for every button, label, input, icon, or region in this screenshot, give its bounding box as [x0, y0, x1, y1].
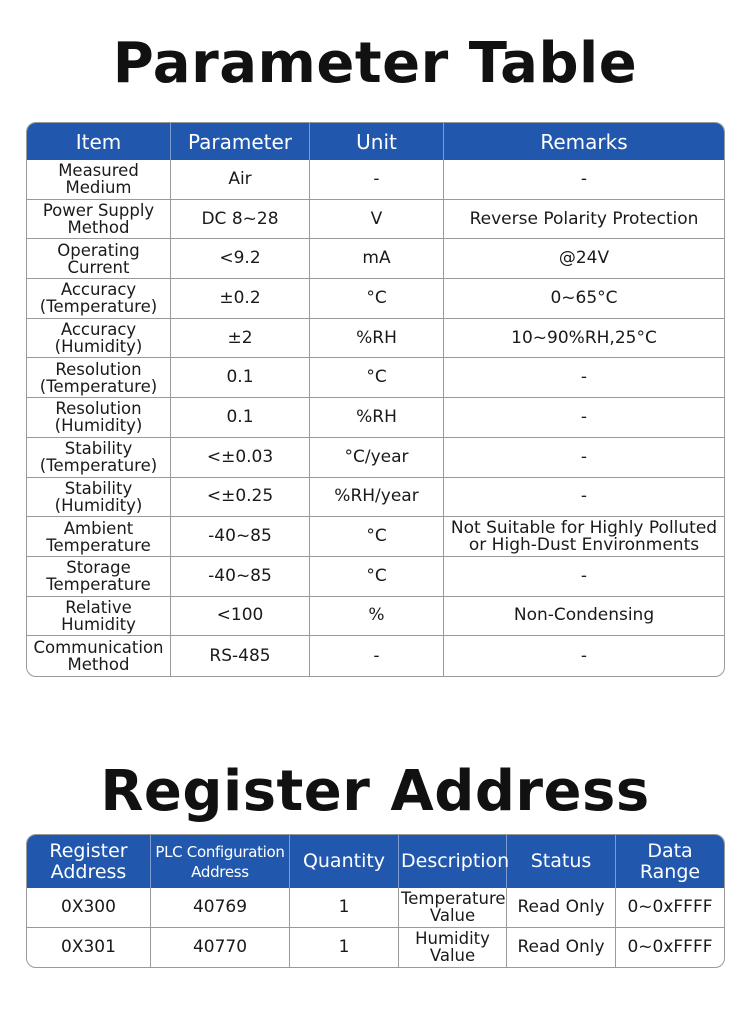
table-cell: Non-Condensing [444, 597, 724, 637]
table-cell: <±0.25 [171, 478, 310, 518]
table-row [27, 358, 724, 398]
table-cell: Storage Temperature [27, 557, 171, 597]
parameter-table [26, 122, 725, 677]
parameter-table-title: Parameter Table [112, 31, 638, 96]
table-cell: Relative Humidity [27, 597, 171, 637]
table-cell: <100 [171, 597, 310, 637]
table-cell: Humidity Value [399, 928, 507, 968]
table-cell: 0.1 [171, 398, 310, 438]
table-cell: - [580, 645, 588, 666]
table-row [27, 319, 724, 359]
table-cell: %RH [310, 319, 444, 359]
table-cell: °C [310, 557, 444, 597]
table-cell: 10~90%RH,25°C [444, 319, 724, 359]
column-header: Register Address [27, 835, 151, 888]
table-cell: V [310, 200, 444, 240]
table-cell: 1 [290, 888, 399, 928]
table-cell: <9.2 [171, 239, 310, 279]
table-cell: ±2 [171, 319, 310, 359]
column-header: Status [507, 835, 616, 888]
table-cell: 1 [290, 928, 399, 968]
table-cell: mA [310, 239, 444, 279]
table-row [27, 636, 724, 676]
table-cell: Measured Medium [27, 160, 171, 200]
table-cell: Temperature Value [399, 888, 507, 928]
table-cell: - [444, 398, 724, 438]
table-cell: °C [310, 358, 444, 398]
column-header: PLC Configuration Address [151, 835, 290, 888]
table-cell: RS-485 [171, 636, 310, 676]
table-cell: - [444, 358, 724, 398]
table-cell: - [310, 636, 444, 676]
table-row [27, 200, 724, 240]
register-table-body [27, 888, 724, 967]
register-table-header-row [27, 835, 724, 888]
table-cell: - [444, 438, 724, 478]
table-cell: °C [310, 279, 444, 319]
column-header: Quantity [290, 835, 399, 888]
table-row [27, 517, 724, 557]
table-cell: - [444, 478, 724, 518]
table-cell: -40~85 [171, 517, 310, 557]
column-header: Data Range [616, 835, 724, 888]
column-header: Unit [310, 123, 444, 160]
table-cell: 0~0xFFFF [627, 936, 713, 957]
table-cell: -40~85 [171, 557, 310, 597]
table-cell: @24V [444, 239, 724, 279]
table-cell: Communication Method [27, 636, 171, 676]
table-cell: °C [310, 517, 444, 557]
table-row [27, 279, 724, 319]
table-row [27, 478, 724, 518]
table-cell: Power Supply Method [27, 200, 171, 240]
table-cell: Reverse Polarity Protection [444, 200, 724, 240]
register-address-table [26, 834, 725, 968]
table-cell: %RH [310, 398, 444, 438]
table-cell: 0X300 [27, 888, 151, 928]
column-header: Description [399, 835, 507, 888]
table-cell: Read Only [507, 888, 616, 928]
table-cell: Stability (Temperature) [27, 438, 171, 478]
column-header: Parameter [171, 123, 310, 160]
parameter-table-body [27, 160, 724, 676]
register-address-title: Register Address [100, 759, 650, 824]
table-cell: 40770 [151, 928, 290, 968]
table-row [27, 438, 724, 478]
table-cell: 0.1 [171, 358, 310, 398]
table-cell: Operating Current [27, 239, 171, 279]
table-row [27, 597, 724, 637]
column-header: Item [27, 123, 171, 160]
table-cell: 0~0xFFFF [616, 888, 724, 928]
table-cell: Resolution (Humidity) [27, 398, 171, 438]
parameter-table-header-row [27, 123, 724, 160]
table-cell: % [310, 597, 444, 637]
table-cell: Accuracy (Temperature) [27, 279, 171, 319]
table-cell: ±0.2 [171, 279, 310, 319]
table-row [27, 888, 724, 928]
table-cell: - [310, 160, 444, 200]
column-header: Remarks [444, 123, 724, 160]
table-row [27, 928, 724, 968]
table-row [27, 160, 724, 200]
table-cell: Read Only [507, 928, 616, 968]
table-cell: 0X301 [27, 928, 151, 968]
table-cell: 0~65°C [444, 279, 724, 319]
table-cell: DC 8~28 [171, 200, 310, 240]
table-cell: - [444, 160, 724, 200]
table-cell: Stability (Humidity) [27, 478, 171, 518]
table-cell: - [444, 557, 724, 597]
table-row [27, 398, 724, 438]
table-row [27, 557, 724, 597]
table-row [27, 239, 724, 279]
table-cell: Air [171, 160, 310, 200]
table-cell: %RH/year [310, 478, 444, 518]
table-cell: <±0.03 [171, 438, 310, 478]
table-cell: Resolution (Temperature) [27, 358, 171, 398]
table-cell: 40769 [151, 888, 290, 928]
table-cell: Ambient Temperature [27, 517, 171, 557]
table-cell: Not Suitable for Highly Polluted or High-Dust Environments [444, 517, 724, 557]
table-cell: °C/year [310, 438, 444, 478]
table-cell: Accuracy (Humidity) [27, 319, 171, 359]
